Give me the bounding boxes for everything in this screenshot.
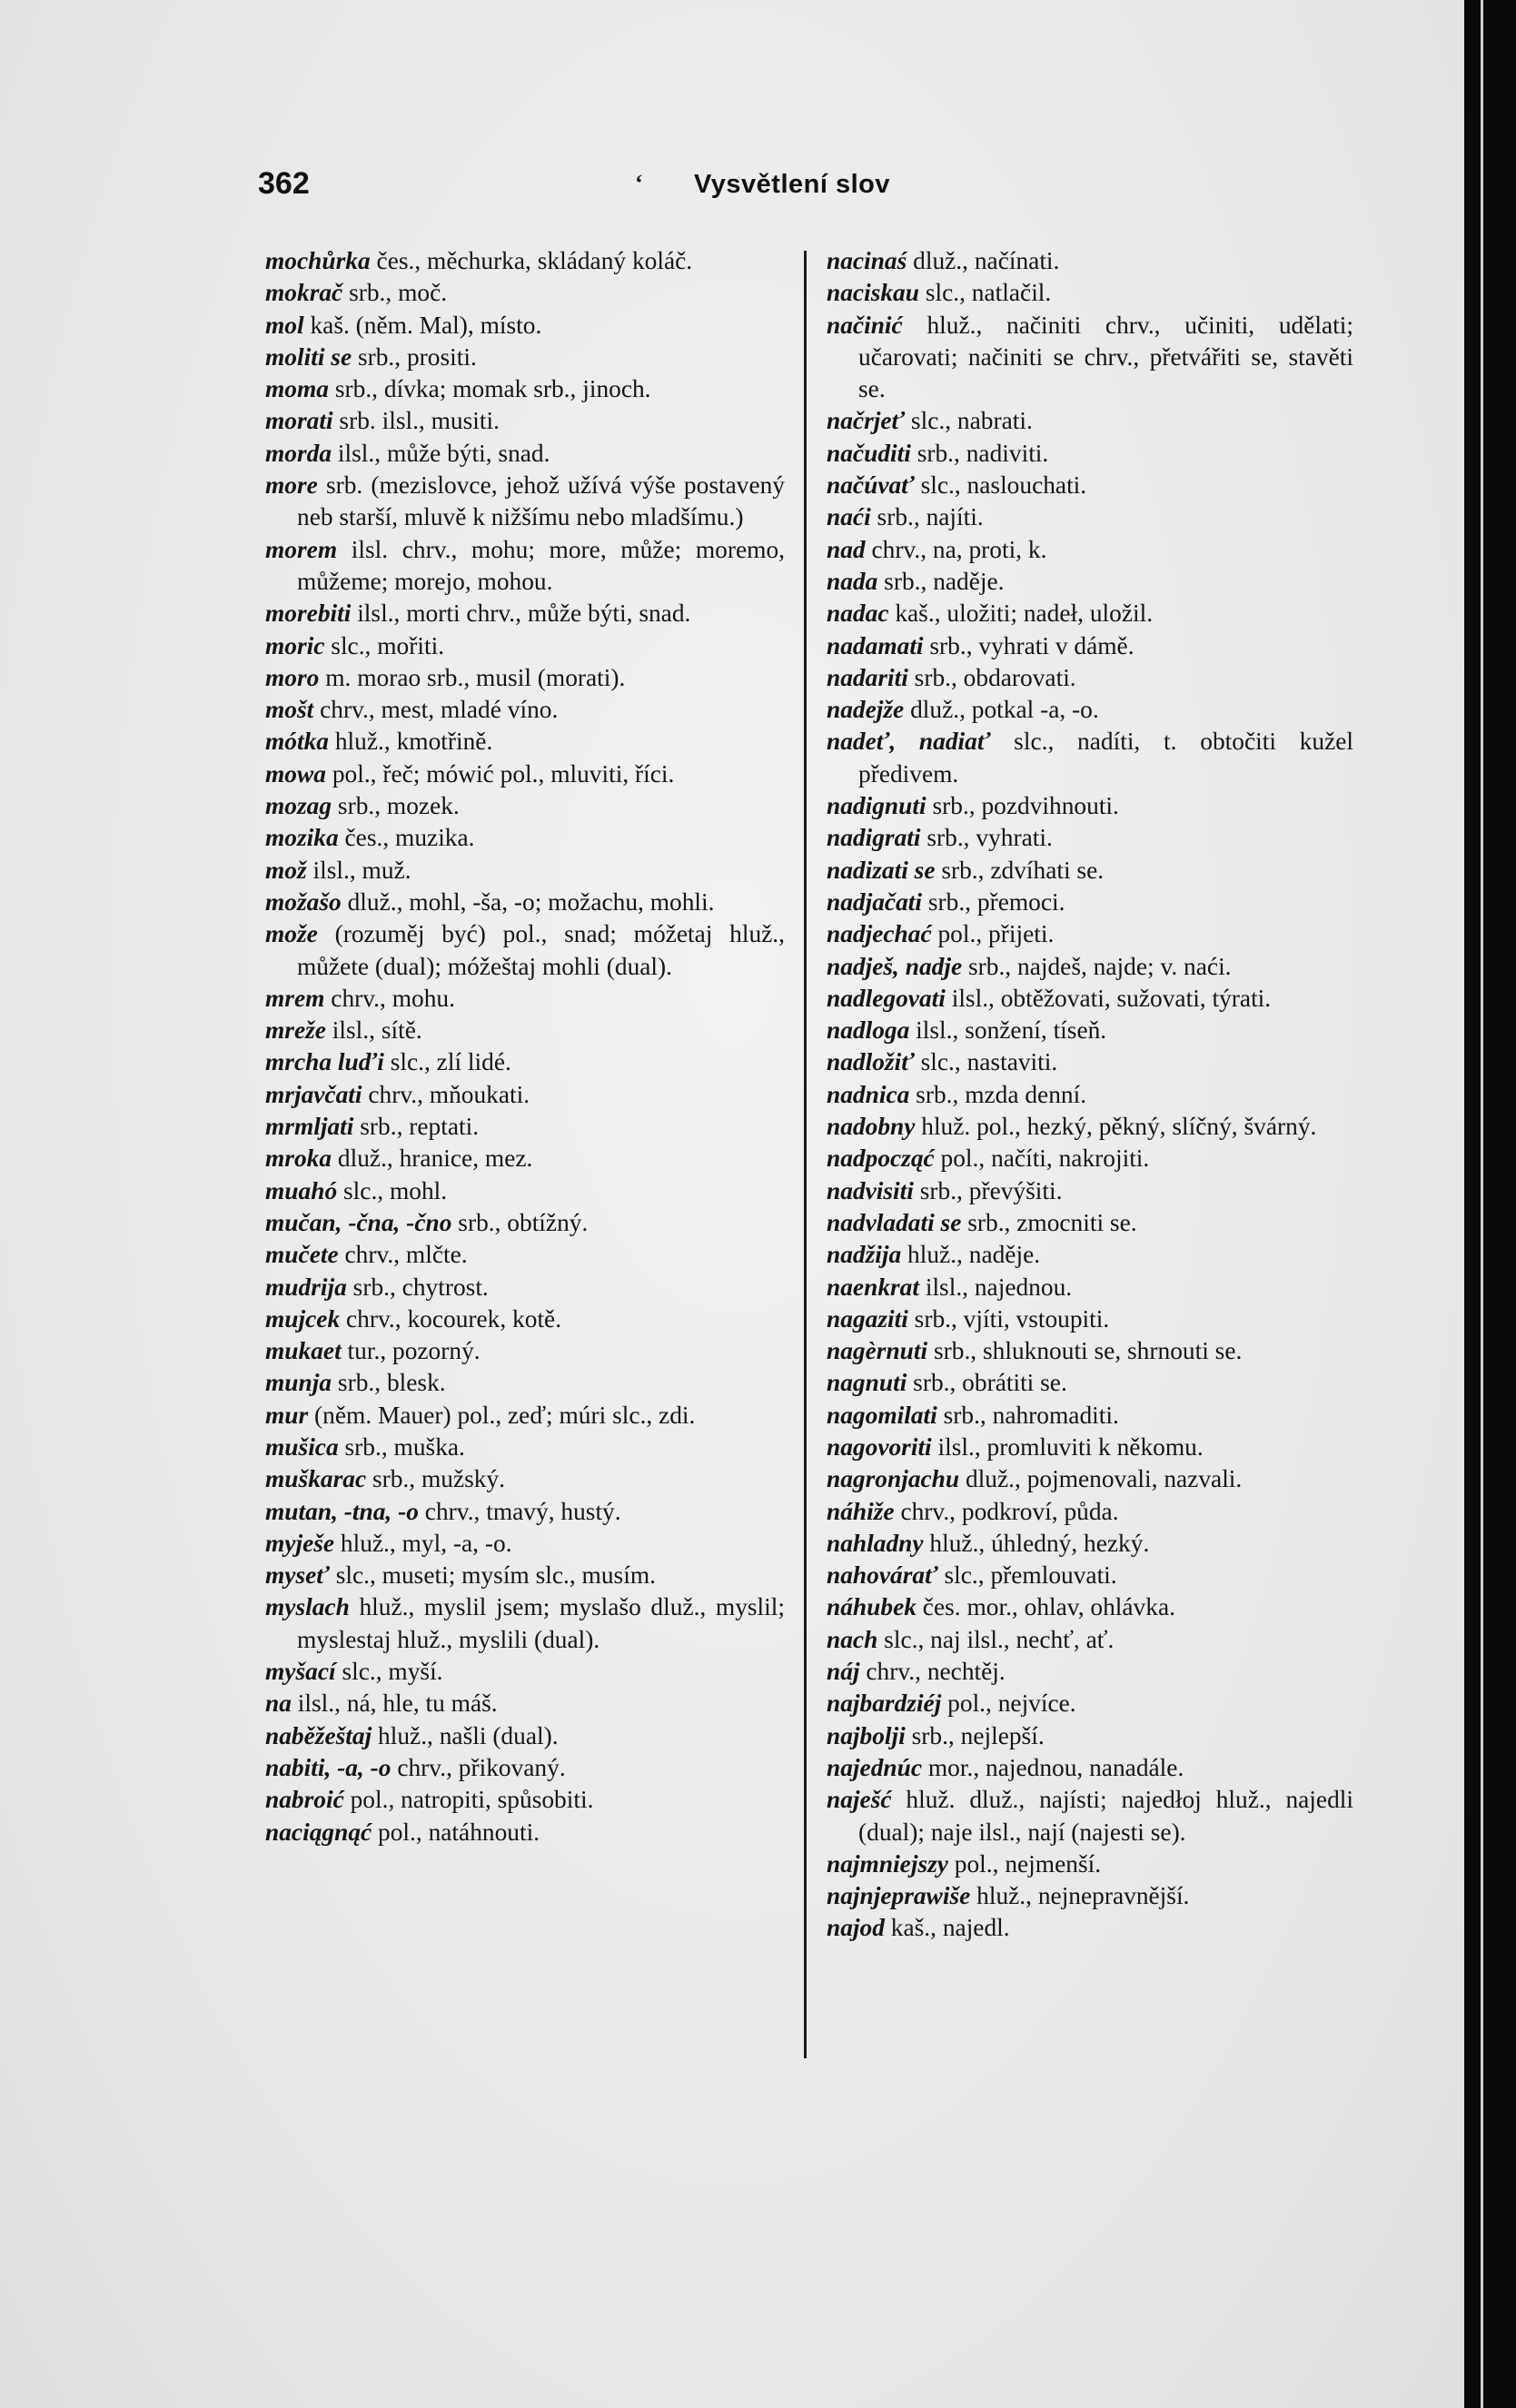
entry-definition: hluž., naděje.: [901, 1241, 1041, 1269]
entry-headword: mučete: [265, 1241, 339, 1269]
dictionary-entry: [827, 983, 1353, 1015]
entry-headword: nadpocząć: [827, 1145, 935, 1173]
dictionary-entry: [827, 405, 1353, 437]
entry-headword: myšací: [265, 1658, 336, 1686]
entry-headword: mrjavčati: [265, 1080, 362, 1108]
entry-headword: moma: [265, 375, 330, 403]
entry-definition: dluž., potkal -a, -o.: [904, 696, 1099, 724]
dictionary-entry: [827, 694, 1353, 726]
dictionary-entry: [265, 1720, 785, 1752]
dictionary-entry: [265, 245, 785, 277]
entry-headword: mreže: [265, 1016, 326, 1045]
entry-definition: slc., mořiti.: [324, 631, 445, 659]
dictionary-entry: [265, 1079, 785, 1111]
entry-headword: mušica: [265, 1432, 339, 1461]
dictionary-entry: [265, 310, 785, 342]
entry-headword: nadlegovati: [827, 984, 946, 1012]
dictionary-entry: [265, 1656, 785, 1688]
entry-definition: srb., shluknouti se, shrnouti se.: [927, 1337, 1243, 1365]
entry-definition: srb., dívka; momak srb., jinoch.: [329, 375, 651, 403]
entry-definition: hluž., úhledný, hezký.: [923, 1529, 1150, 1557]
entry-definition: ilsl., obtěžovati, sužovati, týrati.: [945, 984, 1272, 1012]
entry-definition: chrv., mňoukati.: [362, 1080, 530, 1108]
dictionary-entry: [265, 1143, 785, 1174]
entry-headword: naješć: [827, 1786, 892, 1814]
scan-border: [1464, 0, 1516, 2408]
dictionary-entry: [827, 566, 1353, 598]
entry-definition: pol., řeč; mówić pol., mluviti, říci.: [325, 759, 675, 788]
entry-definition: srb., blesk.: [332, 1369, 446, 1397]
entry-definition: kaš. (něm. Mal), místo.: [303, 311, 542, 339]
entry-definition: chrv., kocourek, kotě.: [340, 1304, 562, 1333]
entry-definition: srb., nejlepší.: [905, 1721, 1045, 1749]
dictionary-entry: [265, 983, 785, 1015]
left-column: [265, 245, 785, 1848]
entry-headword: mučan, -čna, -čno: [265, 1208, 452, 1236]
entry-definition: hluž., nejnepravnější.: [970, 1882, 1190, 1910]
entry-definition: srb., mozek.: [332, 792, 460, 820]
entry-headword: munja: [265, 1369, 332, 1397]
entry-headword: nadnica: [827, 1080, 910, 1108]
dictionary-entry: [827, 534, 1353, 566]
dictionary-entry: [827, 887, 1353, 918]
dictionary-entry: [265, 1688, 785, 1719]
dictionary-entry: [265, 1817, 785, 1848]
entry-headword: naći: [827, 503, 871, 531]
dictionary-entry: [265, 1303, 785, 1335]
entry-definition: srb., přemoci.: [922, 887, 1065, 916]
dictionary-entry: [827, 855, 1353, 887]
dictionary-entry: [265, 342, 785, 373]
entry-definition: pol., přijeti.: [931, 920, 1055, 948]
entry-definition: chrv., tmavý, hustý.: [418, 1497, 621, 1525]
entry-headword: moric: [265, 631, 325, 659]
entry-headword: nadloga: [827, 1016, 910, 1045]
entry-headword: nach: [827, 1625, 878, 1653]
entry-headword: nad: [827, 535, 866, 563]
entry-headword: naciągnąć: [265, 1818, 372, 1846]
dictionary-entry: [265, 1207, 785, 1239]
entry-headword: najednúc: [827, 1753, 923, 1781]
entry-definition: hluž., načiniti chrv., učiniti, udělati; učarovati; načiniti se chrv., přetvářiti se, stavěti se.: [858, 311, 1353, 403]
entry-headword: najbolji: [827, 1721, 906, 1749]
entry-definition: srb., mužský.: [366, 1465, 506, 1493]
entry-definition: pol., nejvíce.: [941, 1690, 1076, 1718]
dictionary-entry: [827, 245, 1353, 277]
entry-definition: slc., mohl.: [337, 1176, 448, 1204]
dictionary-entry: [265, 918, 785, 983]
entry-definition: srb., nadiviti.: [910, 439, 1049, 467]
entry-definition: srb., moč.: [342, 279, 448, 307]
dictionary-entry: [827, 1463, 1353, 1495]
entry-headword: može: [265, 920, 318, 948]
dictionary-entry: [265, 855, 785, 887]
dictionary-entry: [827, 822, 1353, 854]
entry-definition: srb. ilsl., musiti.: [332, 407, 500, 435]
entry-headword: náhiže: [827, 1497, 895, 1525]
entry-definition: ilsl., muž.: [306, 856, 411, 884]
dictionary-entry: [827, 598, 1353, 629]
column-divider: [804, 251, 807, 2058]
entry-headword: nadeť, nadiať: [827, 728, 991, 756]
entry-headword: nadjechać: [827, 920, 932, 948]
entry-definition: srb., zdvíhati se.: [935, 856, 1105, 884]
dictionary-entry: [827, 1624, 1353, 1656]
entry-definition: chrv., podkroví, půda.: [894, 1497, 1119, 1525]
dictionary-entry: [827, 1046, 1353, 1078]
entry-definition: hluž., myslil jsem; myslašo dluž., myslil; myslestaj hluž., myslili (dual).: [297, 1593, 785, 1653]
entry-definition: hluž. dluž., najísti; najedłoj hluž., najedli (dual); naje ilsl., nají (najesti se).: [858, 1786, 1353, 1846]
dictionary-entry: [827, 1015, 1353, 1046]
entry-definition: chrv., mlčte.: [338, 1241, 468, 1269]
dictionary-entry: [265, 1335, 785, 1367]
dictionary-entry: [827, 1528, 1353, 1560]
entry-definition: srb. (mezislovce, jehož užívá výše postavený neb starší, mluvě k nižšímu nebo mladšímu.): [297, 471, 785, 531]
entry-definition: chrv., mest, mladé víno.: [313, 696, 559, 724]
entry-headword: mudrija: [265, 1273, 347, 1301]
dictionary-entry: [827, 438, 1353, 470]
entry-headword: nagnuti: [827, 1369, 907, 1397]
entry-definition: hluž. pol., hezký, pěkný, slíčný, švárný.: [915, 1113, 1317, 1141]
entry-definition: tur., pozorný.: [341, 1337, 481, 1365]
entry-headword: mujcek: [265, 1304, 341, 1333]
entry-headword: myješe: [265, 1529, 335, 1557]
entry-definition: srb., nahromaditi.: [936, 1401, 1119, 1429]
entry-definition: čes., měchurka, skládaný koláč.: [370, 247, 693, 274]
entry-headword: náj: [827, 1658, 860, 1686]
entry-definition: ilsl., sítě.: [325, 1016, 422, 1045]
dictionary-entry: [827, 726, 1353, 790]
entry-headword: mowa: [265, 759, 326, 788]
entry-headword: nadžija: [827, 1241, 902, 1269]
dictionary-entry: [265, 373, 785, 405]
entry-headword: nadejže: [827, 696, 905, 724]
entry-definition: dluž., hranice, mez.: [332, 1145, 533, 1173]
dictionary-entry: [827, 1656, 1353, 1688]
entry-definition: srb., převýšiti.: [913, 1176, 1063, 1204]
entry-definition: hluž., myl, -a, -o.: [334, 1529, 512, 1557]
entry-definition: srb., muška.: [338, 1432, 465, 1461]
entry-definition: ilsl., morti chrv., může býti, snad.: [351, 600, 691, 628]
entry-definition: chrv., na, proti, k.: [865, 535, 1047, 563]
entry-headword: naenkrat: [827, 1273, 919, 1301]
dictionary-entry: [265, 1046, 785, 1078]
entry-definition: srb., vyhrati v dámě.: [923, 631, 1135, 659]
entry-definition: kaš., najedl.: [884, 1914, 1010, 1942]
dictionary-entry: [265, 1175, 785, 1207]
entry-definition: srb., chytrost.: [346, 1273, 489, 1301]
entry-headword: nadobny: [827, 1113, 916, 1141]
entry-definition: slc., naj ilsl., nechť, ať.: [877, 1625, 1115, 1653]
dictionary-entry: [827, 1848, 1353, 1880]
dictionary-entry: [827, 951, 1353, 983]
entry-headword: možašo: [265, 887, 342, 916]
entry-headword: naciskau: [827, 279, 919, 307]
entry-headword: nahladny: [827, 1529, 924, 1557]
dictionary-entry: [265, 1015, 785, 1046]
dictionary-entry: [265, 694, 785, 726]
dictionary-entry: [827, 1784, 1353, 1848]
entry-headword: myslach: [265, 1593, 350, 1621]
dictionary-entry: [827, 1303, 1353, 1335]
dictionary-entry: [827, 1367, 1353, 1399]
dictionary-entry: [265, 790, 785, 822]
entry-headword: mrmljati: [265, 1113, 354, 1141]
dictionary-entry: [265, 1463, 785, 1495]
dictionary-entry: [827, 1912, 1353, 1944]
entry-definition: srb., obrátiti se.: [907, 1369, 1067, 1397]
entry-headword: načrjeť: [827, 407, 906, 435]
entry-definition: slc., nadíti, t. obtočiti kužel předivem.: [858, 728, 1353, 788]
entry-definition: srb., najdeš, najde; v. naći.: [962, 952, 1232, 980]
entry-headword: nagovoriti: [827, 1432, 932, 1461]
entry-definition: pol., nejmenší.: [947, 1849, 1102, 1878]
dictionary-entry: [265, 470, 785, 534]
dictionary-entry: [827, 1272, 1353, 1303]
entry-headword: nahovárať: [827, 1561, 938, 1590]
entry-headword: mur: [265, 1401, 309, 1429]
entry-definition: kaš., uložiti; nadeł, uložil.: [888, 600, 1154, 628]
dictionary-entry: [827, 790, 1353, 822]
entry-definition: slc., zlí lidé.: [383, 1048, 511, 1076]
entry-headword: najod: [827, 1914, 885, 1942]
entry-definition: srb., mzda denní.: [909, 1080, 1087, 1108]
dictionary-entry: [265, 1591, 785, 1656]
dictionary-entry: [827, 1175, 1353, 1207]
dictionary-entry: [265, 1272, 785, 1303]
entry-headword: nagronjachu: [827, 1465, 960, 1493]
dictionary-entry: [265, 534, 785, 599]
entry-headword: nadac: [827, 600, 889, 628]
entry-headword: mozika: [265, 824, 339, 852]
entry-headword: morati: [265, 407, 333, 435]
entry-definition: (něm. Mauer) pol., zeď; múri slc., zdi.: [308, 1401, 696, 1429]
entry-headword: mrcha luďi: [265, 1048, 384, 1076]
entry-definition: pol., natropiti, spůsobiti.: [343, 1786, 594, 1814]
entry-headword: nagomilati: [827, 1401, 937, 1429]
entry-headword: nadvladati se: [827, 1208, 962, 1236]
dictionary-entry: [827, 1207, 1353, 1239]
entry-headword: nabiti, -a, -o: [265, 1753, 391, 1781]
dictionary-entry: [265, 887, 785, 918]
entry-headword: mutan, -tna, -o: [265, 1497, 419, 1525]
dictionary-entry: [827, 1079, 1353, 1111]
dictionary-entry: [827, 310, 1353, 406]
dictionary-entry: [265, 758, 785, 790]
entry-definition: srb., reptati.: [353, 1113, 480, 1141]
dictionary-entry: [827, 630, 1353, 662]
dictionary-entry: [265, 1111, 785, 1143]
entry-headword: najmniejszy: [827, 1849, 948, 1878]
entry-headword: mozag: [265, 792, 332, 820]
entry-headword: morebiti: [265, 600, 352, 628]
entry-definition: slc., museti; mysím slc., musím.: [329, 1561, 656, 1590]
entry-definition: pol., načíti, nakrojiti.: [934, 1145, 1150, 1173]
dictionary-entry: [265, 277, 785, 309]
entry-headword: náhubek: [827, 1593, 917, 1621]
entry-headword: mochůrka: [265, 247, 371, 274]
entry-definition: pol., natáhnouti.: [372, 1818, 540, 1846]
entry-definition: ilsl., ná, hle, tu máš.: [291, 1690, 498, 1718]
entry-headword: mroka: [265, 1145, 332, 1173]
page-number: 362: [258, 166, 310, 201]
entry-headword: myseť: [265, 1561, 330, 1590]
entry-headword: morda: [265, 439, 332, 467]
entry-headword: muškarac: [265, 1465, 367, 1493]
entry-headword: nadigrati: [827, 824, 921, 852]
dictionary-entry: [827, 1432, 1353, 1463]
dictionary-entry: [265, 1496, 785, 1528]
entry-headword: nadješ, nadje: [827, 952, 963, 980]
dictionary-entry: [827, 1752, 1353, 1784]
entry-headword: naběžeštaj: [265, 1721, 372, 1749]
entry-headword: muahó: [265, 1176, 338, 1204]
dictionary-entry: [827, 1591, 1353, 1623]
page-title: Vysvětlení slov: [694, 170, 890, 199]
dictionary-entry: [827, 1111, 1353, 1143]
dictionary-entry: [827, 1496, 1353, 1528]
dictionary-entry: [827, 1688, 1353, 1719]
entry-headword: mol: [265, 311, 304, 339]
entry-definition: (rozuměj być) pol., snad; móžetaj hluž., můžete (dual); móžeštaj mohli (dual).: [297, 920, 785, 980]
dictionary-entry: [827, 1400, 1353, 1432]
dictionary-entry: [827, 662, 1353, 694]
entry-headword: nadignuti: [827, 792, 926, 820]
dictionary-entry: [827, 1560, 1353, 1591]
dictionary-entry: [265, 1528, 785, 1560]
entry-definition: slc., přemlouvati.: [937, 1561, 1117, 1590]
entry-definition: chrv., nechtěj.: [859, 1658, 1006, 1686]
entry-definition: ilsl., může býti, snad.: [332, 439, 550, 467]
dictionary-entry: [265, 1784, 785, 1816]
entry-definition: ilsl., najednou.: [918, 1273, 1073, 1301]
entry-definition: srb., vjíti, vstoupiti.: [907, 1304, 1110, 1333]
dictionary-entry: [827, 1239, 1353, 1271]
dictionary-entry: [265, 1752, 785, 1784]
entry-headword: na: [265, 1690, 292, 1718]
entry-headword: nada: [827, 567, 878, 595]
dictionary-entry: [827, 501, 1353, 533]
dictionary-entry: [265, 598, 785, 629]
page-header: [258, 166, 912, 212]
dictionary-entry: [827, 1143, 1353, 1174]
entry-definition: m. morao srb., musil (morati).: [319, 663, 626, 691]
entry-definition: dluž., pojmenovali, nazvali.: [959, 1465, 1243, 1493]
entry-headword: najnjeprawiše: [827, 1882, 971, 1910]
entry-definition: hluž., kmotřině.: [329, 728, 493, 756]
entry-headword: mótka: [265, 728, 330, 756]
entry-definition: ilsl., promluviti k někomu.: [931, 1432, 1204, 1461]
entry-headword: mrem: [265, 984, 325, 1012]
entry-definition: slc., myší.: [335, 1658, 443, 1686]
entry-headword: načuditi: [827, 439, 911, 467]
dictionary-entry: [827, 277, 1353, 309]
entry-headword: moliti se: [265, 342, 352, 371]
entry-headword: nacinaś: [827, 247, 907, 274]
header-mark: ‘: [635, 170, 643, 196]
entry-headword: nadamati: [827, 631, 924, 659]
entry-definition: mor., najednou, nanadále.: [922, 1753, 1184, 1781]
entry-definition: srb., naděje.: [877, 567, 1005, 595]
entry-definition: dluž., načínati.: [907, 247, 1060, 274]
entry-headword: nadložiť: [827, 1048, 915, 1076]
entry-headword: nagèrnuti: [827, 1337, 928, 1365]
entry-headword: morem: [265, 535, 338, 563]
entry-definition: čes., muzika.: [338, 824, 475, 852]
dictionary-entry: [827, 470, 1353, 501]
entry-headword: mošt: [265, 696, 314, 724]
dictionary-entry: [265, 1432, 785, 1463]
entry-definition: hluž., našli (dual).: [372, 1721, 559, 1749]
entry-definition: srb., prositi.: [352, 342, 477, 371]
entry-headword: moro: [265, 663, 320, 691]
entry-headword: mokrač: [265, 279, 343, 307]
dictionary-entry: [265, 726, 785, 758]
dictionary-entry: [265, 822, 785, 854]
entry-definition: ilsl., sonžení, tíseň.: [909, 1016, 1107, 1045]
entry-definition: srb., vyhrati.: [920, 824, 1053, 852]
entry-definition: srb., najíti.: [870, 503, 984, 531]
entry-headword: načinić: [827, 311, 903, 339]
dictionary-entry: [265, 1367, 785, 1399]
entry-headword: nadizati se: [827, 856, 936, 884]
dictionary-entry: [265, 630, 785, 662]
entry-headword: mukaet: [265, 1337, 342, 1365]
dictionary-entry: [265, 405, 785, 437]
entry-headword: mož: [265, 856, 307, 884]
dictionary-entry: [827, 1880, 1353, 1912]
entry-headword: nadariti: [827, 663, 908, 691]
dictionary-entry: [265, 1560, 785, 1591]
dictionary-entry: [265, 1239, 785, 1271]
entry-definition: slc., nabrati.: [905, 407, 1033, 435]
entry-headword: nabroić: [265, 1786, 344, 1814]
entry-definition: srb., pozdvihnouti.: [926, 792, 1119, 820]
entry-definition: slc., natlačil.: [918, 279, 1052, 307]
entry-definition: chrv., přikovaný.: [391, 1753, 566, 1781]
dictionary-entry: [265, 662, 785, 694]
dictionary-entry: [827, 918, 1353, 950]
entry-headword: nadjačati: [827, 887, 923, 916]
entry-definition: chrv., mohu.: [324, 984, 455, 1012]
entry-definition: srb., obdarovati.: [907, 663, 1076, 691]
entry-definition: srb., zmocniti se.: [961, 1208, 1137, 1236]
dictionary-entry: [265, 438, 785, 470]
dictionary-entry: [827, 1720, 1353, 1752]
entry-definition: dluž., mohl, -ša, -o; možachu, mohli.: [341, 887, 715, 916]
entry-headword: nagaziti: [827, 1304, 908, 1333]
dictionary-entry: [827, 1335, 1353, 1367]
entry-headword: najbardziéj: [827, 1690, 942, 1718]
entry-definition: čes. mor., ohlav, ohlávka.: [916, 1593, 1175, 1621]
right-column: [827, 245, 1353, 1945]
entry-definition: srb., obtížný.: [451, 1208, 589, 1236]
entry-definition: ilsl. chrv., mohu; more, může; moremo, můžeme; morejo, mohou.: [297, 535, 785, 595]
entry-headword: nadvisiti: [827, 1176, 914, 1204]
entry-headword: načúvať: [827, 471, 915, 500]
entry-definition: slc., naslouchati.: [914, 471, 1087, 500]
entry-definition: slc., nastaviti.: [914, 1048, 1058, 1076]
dictionary-entry: [265, 1400, 785, 1432]
entry-headword: more: [265, 471, 318, 500]
